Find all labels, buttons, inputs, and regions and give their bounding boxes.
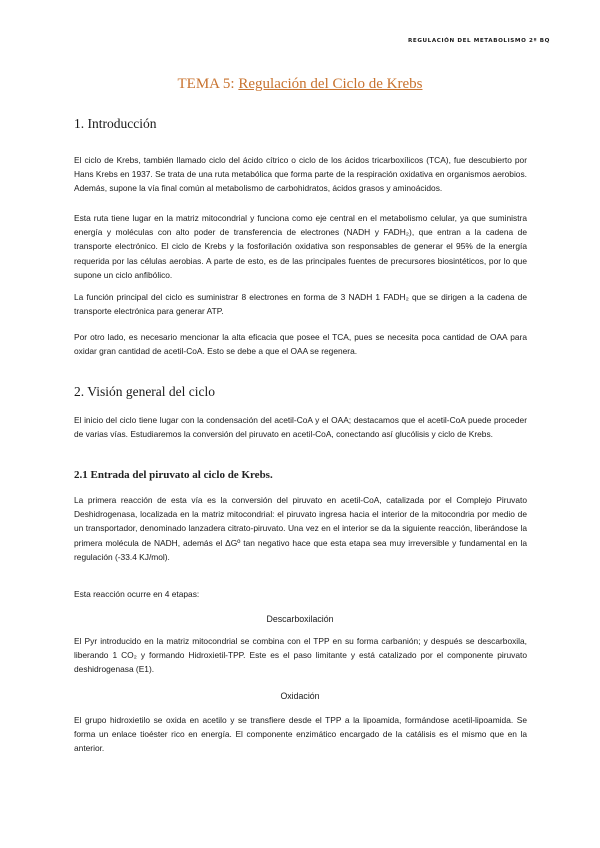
intro-paragraph-1: El ciclo de Krebs, también llamado ciclo del ácido cítrico o ciclo de los ácidos tricarboxílicos (TCA), fue descubierto por Hans Krebs en 1937. Se trata de una ruta metabólica que forma parte de la respiración oxidativa en organismos aerobios. Además, supone la vía final común al metabolismo de carbohidratos, ácidos grasos y aminoácidos. (74, 155, 527, 194)
overview-paragraph: El inicio del ciclo tiene lugar con la condensación del acetil-CoA y el OAA; destacamos que el acetil-CoA puede proceder de varias vías. Estudiaremos la conversión del piruvato en acetil-CoA, conectando así glucólisis y ciclo de Krebs. (74, 415, 527, 440)
running-header: REGULACIÓN DEL METABOLISMO 2º BQ (408, 38, 550, 44)
page-title (0, 76, 600, 93)
section-1-heading: 1. Introducción (74, 116, 157, 131)
section-2-heading: 2. Visión general del ciclo (74, 384, 216, 399)
step-2-text: El grupo hidroxietilo se oxida en acetilo y se transfiere desde el TPP a la lipoamida, formándose acetil-lipoamida. Se forma un enlace tioéster rico en energía. El componente enzimático encargado de la catálisis es el mismo que en la anterior. (74, 715, 527, 754)
title-link[interactable]: Regulación del Ciclo de Krebs (238, 76, 423, 92)
stages-intro: Esta reacción ocurre en 4 etapas: (74, 589, 200, 599)
pyruvate-paragraph: La primera reacción de esta vía es la conversión del piruvato en acetil-CoA, catalizada por el Complejo Piruvato Deshidrogenasa, localizada en la matriz mitocondrial: el piruvato ingresa hacia el interior de la mitocondria por medio de un transportador, denominado lanzadera citrato-piruvato. Una vez en el interior se da la siguiente reacción, liberándose la primera molécula de NADH, además el ΔGº tan negativo hace que esta etapa sea muy irreversible y fundamental en la regulación (-33.4 KJ/mol). (74, 495, 527, 562)
intro-paragraph-3: La función principal del ciclo es suministrar 8 electrones en forma de 3 NADH 1 FADH₂ que se dirigen a la cadena de transporte electrónica para generar ATP. (74, 292, 527, 317)
step-2-title: Oxidación (280, 691, 320, 701)
step-1-title: Descarboxilación (266, 614, 334, 624)
intro-paragraph-2: Esta ruta tiene lugar en la matriz mitocondrial y funciona como eje central en el metabolismo celular, ya que suministra energía y moléculas con alto poder de transferencia de electrones (NADH y FADH₂), que entran a la cadena de transporte electrónico. El ciclo de Krebs y la fosforilación oxidativa son responsables de generar el 95% de la energía requerida por las células aerobias. A parte de esto, es de las principales fuentes de precursores biosintéticos, por lo que supone un ciclo anfibólico. (74, 213, 527, 280)
step-1-text: El Pyr introducido en la matriz mitocondrial se combina con el TPP en su forma carbanión; y después se descarboxila, liberando 1 CO₂ y formando Hidroxietil-TPP. Este es el paso limitante y está catalizado por el componente piruvato deshidrogenasa (E1). (74, 636, 527, 675)
intro-paragraph-4: Por otro lado, es necesario mencionar la alta eficacia que posee el TCA, pues se necesita poca cantidad de OAA para oxidar gran cantidad de acetil-CoA. Esto se debe a que el OAA se regenera. (74, 332, 527, 357)
subsection-2-1-heading: 2.1 Entrada del piruvato al ciclo de Krebs. (74, 469, 273, 481)
title-prefix: TEMA 5: (177, 76, 235, 92)
